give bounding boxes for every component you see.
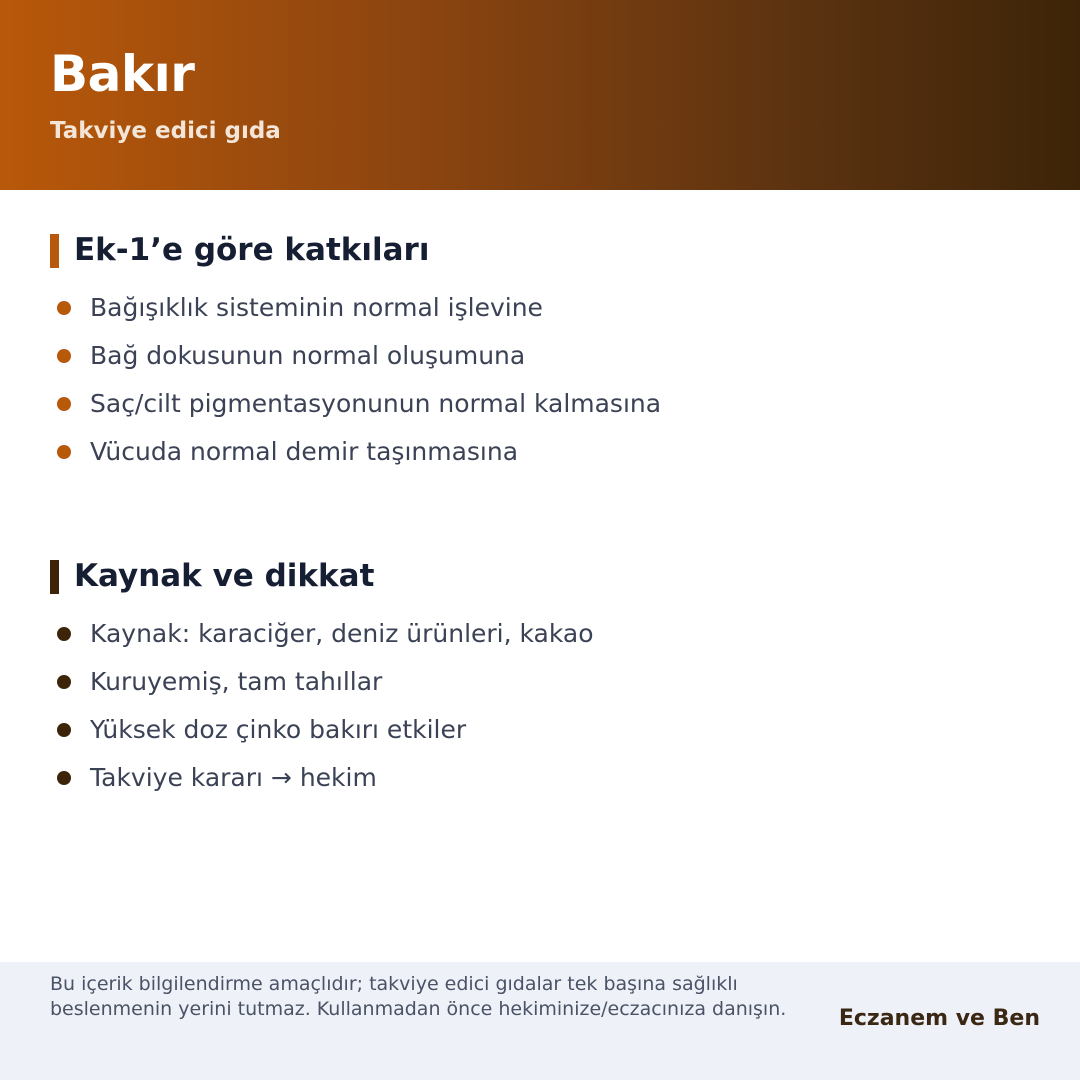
list-item-text: Kaynak: karaciğer, deniz ürünleri, kakao [90,619,594,648]
list-item-text: Bağ dokusunun normal oluşumuna [90,341,526,370]
footer [0,962,1080,1080]
list-item [50,754,1030,802]
page-title: Bakır [50,45,195,103]
page-subtitle: Takviye edici gıda [50,118,281,144]
section-title: Kaynak ve dikkat [74,558,375,594]
disclaimer-text: Bu içerik bilgilendirme amaçlıdır; takviye edici gıdalar tek başına sağlıklı beslenmenin yerini tutmaz. Kullanmadan önce hekiminize/eczacınıza danışın. [50,973,787,1020]
bullet-dot-icon [57,301,71,315]
list-item-text: Saç/cilt pigmentasyonunun normal kalmasına [90,389,662,418]
bullet-dot-icon [57,771,71,785]
list-item [50,284,1030,332]
list-item [50,610,1030,658]
brand-name: Eczanem ve Ben [838,1006,1040,1031]
list-item-text: Bağışıklık sisteminin normal işlevine [90,293,543,322]
bullet-dot-icon [57,349,71,363]
section-contributions [50,230,1030,476]
list-item [50,428,1030,476]
list-item [50,706,1030,754]
bullet-list [50,284,1030,476]
bullet-dot-icon [57,675,71,689]
bullet-dot-icon [57,627,71,641]
list-item-text: Yüksek doz çinko bakırı etkiler [90,715,467,744]
list-item-text: Takviye kararı → hekim [90,763,377,792]
bullet-dot-icon [57,723,71,737]
header-banner [0,0,1080,190]
section-heading [50,556,1030,596]
bullet-list [50,610,1030,802]
list-item [50,380,1030,428]
section-accent-bar [50,234,59,268]
bullet-dot-icon [57,445,71,459]
list-item [50,332,1030,380]
bullet-dot-icon [57,397,71,411]
list-item-text: Vücuda normal demir taşınmasına [90,437,519,466]
list-item-text: Kuruyemiş, tam tahıllar [90,667,383,696]
section-title: Ek-1’e göre katkıları [74,232,430,268]
section-sources-caution [50,556,1030,802]
section-heading [50,230,1030,270]
section-accent-bar [50,560,59,594]
list-item [50,658,1030,706]
